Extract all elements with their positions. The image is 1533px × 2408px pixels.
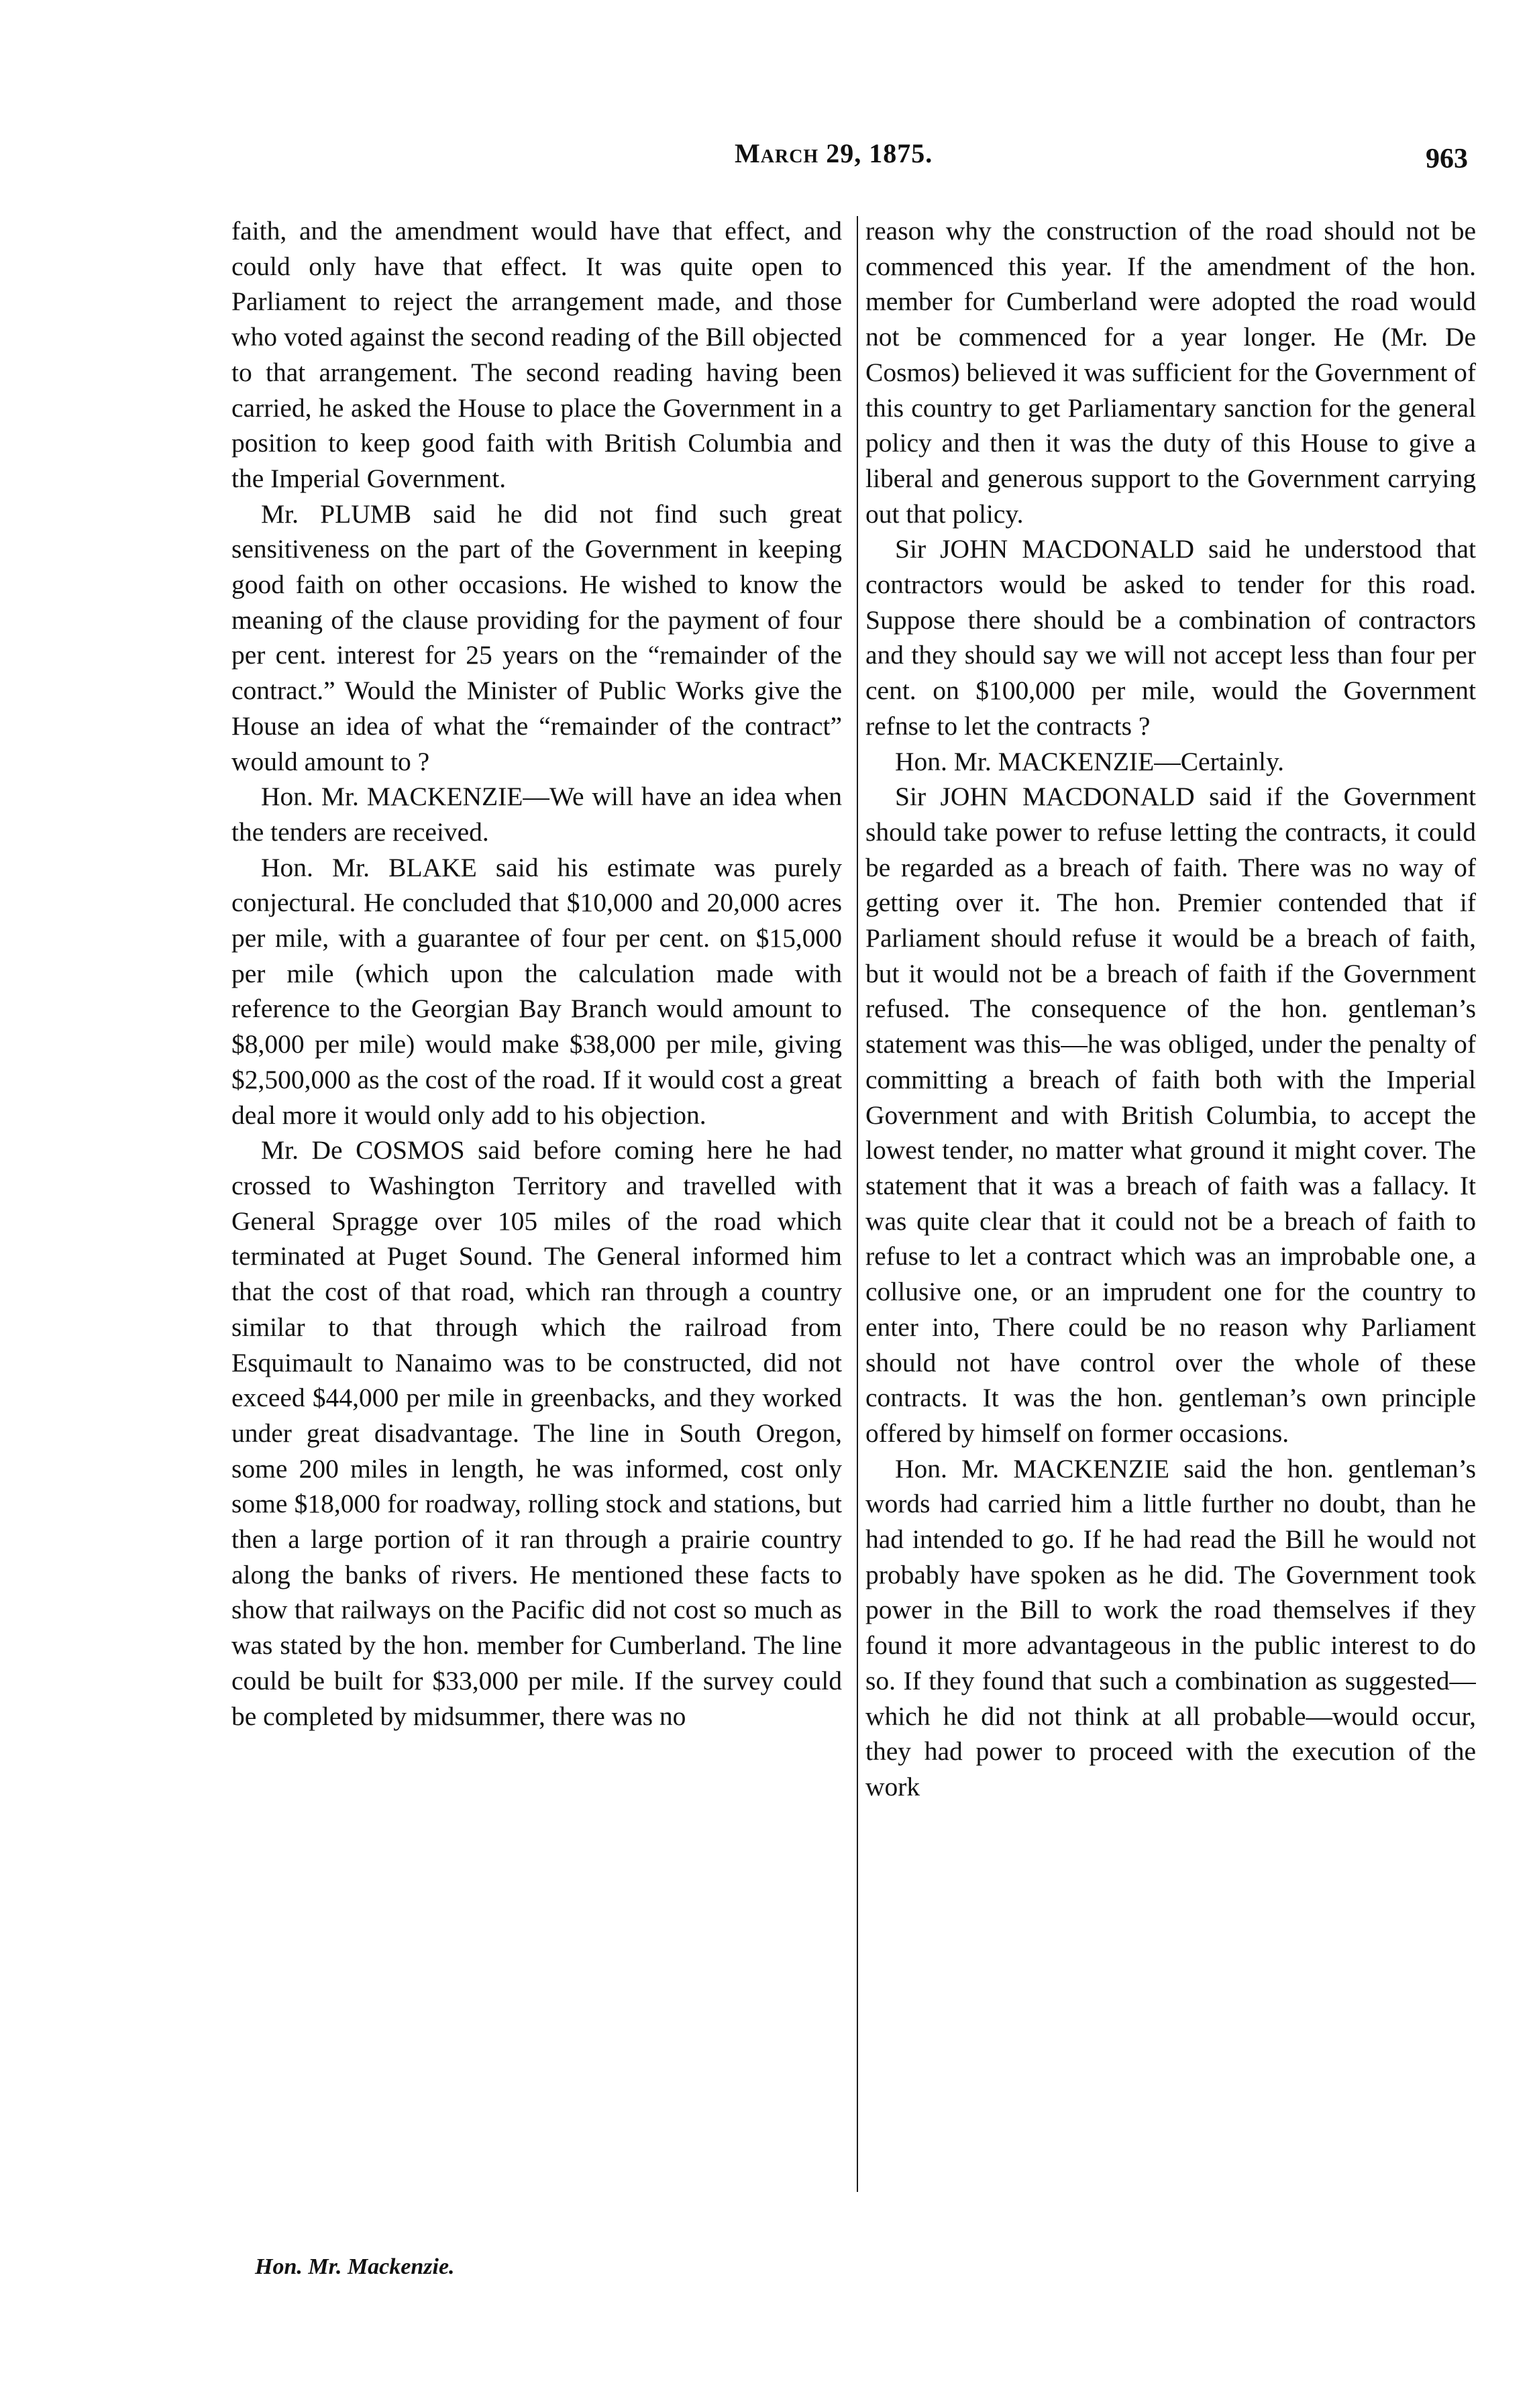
paragraph-left-2: Mr. PLUMB said he did not find such great sensitiveness on the part of the Government in keeping good faith on other occasions. He wished to know the meaning of the clause providing for the payment of four per cent. interest for 25 years on the “remainder of the contract.” Would the Minister of Public Works give the House an idea of what the “remainder of the contract” would amount to ?: [231, 499, 842, 776]
paragraph-left-4: Hon. Mr. BLAKE said his estimate was purely conjectural. He concluded that $10,000 and 20,000 acres per mile, with a guarantee of four per cent. on $15,000 per mile (which upon the calculation made with reference to the Georgian Bay Branch would amount to $8,000 per mile) would make $38,000 per mile, giving $2,500,000 as the cost of the road. If it would cost a great deal more it would only add to his objection.: [231, 852, 842, 1130]
left-column: [231, 213, 842, 2193]
column-divider: [857, 216, 858, 2192]
paragraph-right-5: Hon. Mr. MACKENZIE said the hon. gentleman’s words had carried him a little further no doubt, than he had intended to go. If he had read the Bill he would not probably have spoken as he did. The Government took power in the Bill to work the road themselves if they found it more advantageous in the public interest to do so. If they found that such a combination as suggested—which he did not think at all probable—would occur, they had power to proceed with the execution of the work: [865, 1453, 1476, 1801]
running-head-date: March 29, 1875.: [735, 138, 933, 168]
paragraph-left-3: Hon. Mr. MACKENZIE—We will have an idea when the tenders are received.: [231, 782, 842, 847]
page-number: 963: [1426, 144, 1468, 174]
right-column: [865, 213, 1476, 2193]
paragraph-left-1: faith, and the amendment would have that effect, and could only have that effect. It was quite open to Parliament to reject the arrangement made, and those who voted against the second reading of the Bill objected to that arrangement. The second reading having been carried, he asked the House to place the Government in a position to keep good faith with British Columbia and the Imperial Government.: [231, 216, 842, 493]
paragraph-left-5: Mr. De COSMOS said before coming here he had crossed to Washington Territory and travelled with General Spragge over 105 miles of the road which terminated at Puget Sound. The General informed him that the cost of that road, which ran through a country similar to that through which the railroad from Esquimault to Nanaimo was to be constructed, did not exceed $44,000 per mile in greenbacks, and they worked under great disadvantage. The line in South Oregon, some 200 miles in length, he was informed, cost only some $18,000 for roadway, rolling stock and stations, but then a large portion of it ran through a prairie country along the banks of rivers. He mentioned these facts to show that railways on the Pacific did not cost so much as was stated by the hon. member for Cumberland. The line could be built for $33,000 per mile. If the survey could be completed by midsummer, there was no: [231, 1135, 842, 1731]
paragraph-right-3: Hon. Mr. MACKENZIE—Certainly.: [895, 746, 1285, 776]
footer-catchword: Hon. Mr. Mackenzie.: [255, 2254, 455, 2279]
paragraph-right-2: Sir JOHN MACDONALD said he understood that contractors would be asked to tender for this road. Suppose there should be a combination of contractors and they should say we will not accept less than four per cent. on $100,000 per mile, would the Government refnse to let the contracts ?: [865, 534, 1476, 741]
paragraph-right-4: Sir JOHN MACDONALD said if the Government should take power to refuse letting the contracts, it could be regarded as a breach of faith. There was no way of getting over it. The hon. Premier contended that if Parliament should refuse it would be a breach of faith, but it would not be a breach of faith if the Government refused. The consequence of the hon. gentleman’s statement was this—he was obliged, under the penalty of committing a breach of faith both with the Imperial Government and with British Columbia, to accept the lowest tender, no matter what ground it might cover. The statement that it was a breach of faith was a fallacy. It was quite clear that it could not be a breach of faith to refuse to let a contract which was an improbable one, a collusive one, or an imprudent one for the country to enter into, There could be no reason why Parliament should not have control over the whole of these contracts. It was the hon. gentleman’s own principle offered by himself on former occasions.: [865, 782, 1476, 1448]
page-header: [0, 138, 1533, 178]
paragraph-right-1: reason why the construction of the road should not be commenced this year. If the amendment of the hon. member for Cumberland were adopted the road would not be commenced for a year longer. He (Mr. De Cosmos) believed it was sufficient for the Government of this country to get Parliamentary sanction for the general policy and then it was the duty of this House to give a liberal and generous support to the Government carrying out that policy.: [865, 216, 1476, 529]
